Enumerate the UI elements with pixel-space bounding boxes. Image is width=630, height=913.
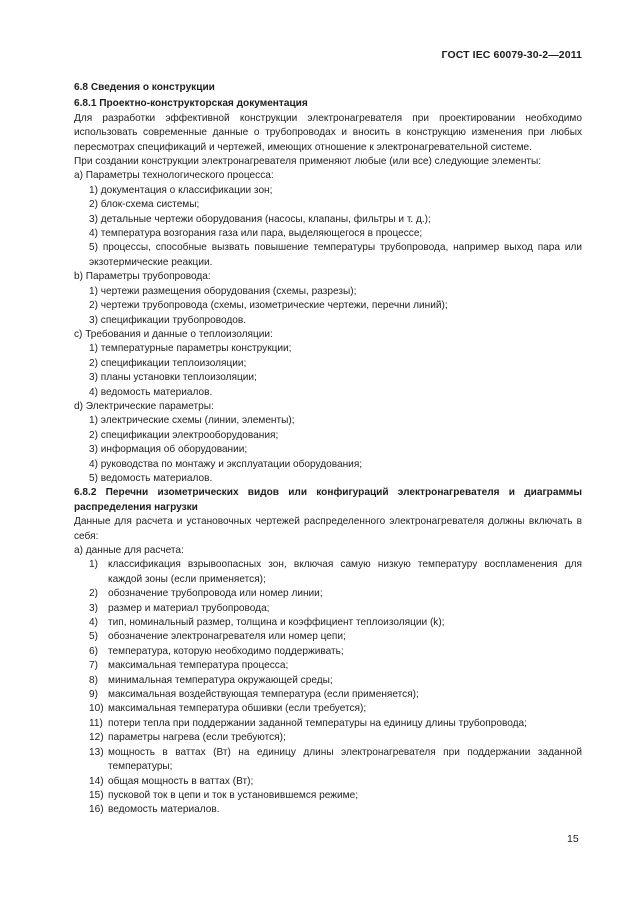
list-item-number: 3)	[89, 602, 98, 614]
list-item: 3) планы установки теплоизоляции;	[89, 372, 257, 384]
list-item	[89, 630, 582, 644]
paragraph-intro-text: Для разработки эффективной конструкции электронагревателя при проектировании необходимо использовать современные данные о трубопроводах и вносить в конструкцию изменения при любых пересмотрах спецификаций и чертежей, имеющих отношение к электронагревательной системе.	[74, 112, 582, 153]
list-item-number: 8)	[89, 674, 98, 686]
list-item: 4) температура возгорания газа или пара, выделяющегося в процессе;	[89, 228, 423, 240]
group-label: а) данные для расчета:	[74, 545, 184, 556]
list-item	[74, 241, 582, 270]
list-item-text: потери тепла при поддержании заданной температуры на единицу длины трубопровода;	[108, 717, 527, 729]
paragraph-lead	[74, 155, 582, 169]
page-content	[74, 81, 582, 818]
list-item-text: тип, номинальный размер, толщина и коэффициент теплоизоляции (k);	[108, 617, 445, 629]
list-item	[89, 674, 582, 688]
list-item-number: 12)	[89, 732, 104, 744]
subsection-title-682: 6.8.2 Перечни изометрических видов или конфигураций электронагревателя и диаграммы распределения нагрузки	[74, 487, 582, 513]
list-item: 4) руководства по монтажу и эксплуатации оборудования;	[89, 458, 363, 470]
group-label: а) Параметры технологического процесса:	[74, 170, 274, 182]
group-label: с) Требования и данные о теплоизоляции:	[74, 328, 273, 340]
calc-data-list	[74, 558, 582, 817]
list-item: 2) спецификации электрооборудования;	[89, 429, 279, 441]
section-title: 6.8 Сведения о конструкции	[74, 82, 215, 93]
list-item: 1) электрические схемы (линии, элементы);	[89, 415, 295, 427]
list-item: 1) чертежи размещения оборудования (схемы, разрезы);	[89, 285, 357, 297]
list-item-text: мощность в ваттах (Вт) на единицу длины электронагревателя при поддержании заданной температуры;	[108, 746, 582, 773]
list-item: 3) спецификации трубопроводов.	[89, 314, 247, 326]
list-item-number: 13)	[89, 746, 104, 758]
list-item: 2) чертежи трубопровода (схемы, изометрические чертежи, перечни линий);	[89, 300, 448, 312]
list-item-number: 5)	[89, 631, 98, 643]
list-item	[89, 558, 582, 587]
list-item: 2) блок-схема системы;	[89, 199, 200, 211]
list-item: 1) температурные параметры конструкции;	[89, 343, 292, 355]
paragraph-data-intro: Данные для расчета и установочных чертежей распределенного электронагревателя должны включать в себя:	[74, 516, 582, 542]
list-item-number: 1)	[89, 559, 98, 571]
list-item-text: обозначение электронагревателя или номер цепи;	[108, 631, 346, 643]
list-item	[89, 616, 582, 630]
list-item-text: максимальная температура обшивки (если требуется);	[108, 703, 367, 715]
list-item-number: 11)	[89, 717, 103, 729]
list-item-text: минимальная температура окружающей среды;	[108, 674, 333, 686]
group-d	[74, 400, 582, 486]
group-a	[74, 169, 582, 270]
subsection-title-681: 6.8.1 Проектно-конструкторская документация	[74, 98, 308, 110]
list-item-number: 9)	[89, 689, 98, 701]
list-item-text: ведомость материалов.	[108, 804, 220, 816]
group-label: d) Электрические параметры:	[74, 400, 214, 412]
list-item	[89, 746, 582, 775]
list-item: 4) ведомость материалов.	[89, 386, 213, 398]
list-item	[89, 702, 582, 716]
list-item-text: температура, которую необходимо поддерживать;	[108, 645, 344, 657]
list-item-text: максимальная температура процесса;	[108, 660, 289, 672]
list-item	[89, 803, 582, 817]
list-item: 3) детальные чертежи оборудования (насосы, клапаны, фильтры и т. д.);	[89, 213, 431, 225]
list-item-text: размер и материал трубопровода;	[108, 602, 270, 614]
list-item: 3) информация об оборудовании;	[89, 444, 248, 456]
list-item-number: 2)	[89, 588, 98, 600]
page-number: 15	[567, 833, 579, 845]
list-item-text: 5) процессы, способные вызвать повышение температуры трубопровода, например выход пара или экзотермические реакции.	[89, 242, 582, 268]
list-item: 5) ведомость материалов.	[89, 472, 213, 484]
paragraph-lead-text: При создании конструкции электронагревателя применяют любые (или все) следующие элементы:	[74, 156, 542, 168]
list-item	[89, 717, 582, 731]
list-item-number: 10)	[89, 703, 104, 715]
list-item-number: 7)	[89, 660, 98, 672]
list-item	[89, 587, 582, 601]
list-item	[89, 602, 582, 616]
list-item	[89, 688, 582, 702]
group-c	[74, 328, 582, 400]
list-item-number: 16)	[89, 804, 104, 816]
list-item-number: 6)	[89, 645, 98, 657]
list-item	[89, 731, 582, 745]
standard-header: ГОСТ IEC 60079-30-2—2011	[441, 49, 582, 61]
calc-data-group	[74, 544, 582, 818]
group-label: b) Параметры трубопровода:	[74, 271, 211, 283]
list-item	[89, 645, 582, 659]
list-item-text: максимальная воздействующая температура (если применяется);	[108, 689, 419, 701]
list-item-text: пусковой ток в цепи и ток в установившемся режиме;	[108, 789, 359, 801]
list-item: 1) документация о классификации зон;	[89, 184, 273, 196]
list-item-text: классификация взрывоопасных зон, включая самую низкую температуру воспламенения для каждой зоны (если применяется);	[108, 559, 582, 585]
list-item	[89, 775, 582, 789]
list-item-number: 4)	[89, 617, 98, 629]
list-item	[89, 789, 582, 803]
paragraph-intro	[74, 112, 582, 155]
list-item	[89, 659, 582, 673]
list-item-number: 14)	[89, 775, 104, 787]
list-item: 2) спецификации теплоизоляции;	[89, 357, 247, 369]
list-item-number: 15)	[89, 789, 104, 801]
list-item-text: параметры нагрева (если требуются);	[108, 732, 286, 744]
list-item-text: общая мощность в ваттах (Вт);	[108, 775, 254, 787]
group-b	[74, 270, 582, 328]
list-item-text: обозначение трубопровода или номер линии;	[108, 588, 323, 600]
